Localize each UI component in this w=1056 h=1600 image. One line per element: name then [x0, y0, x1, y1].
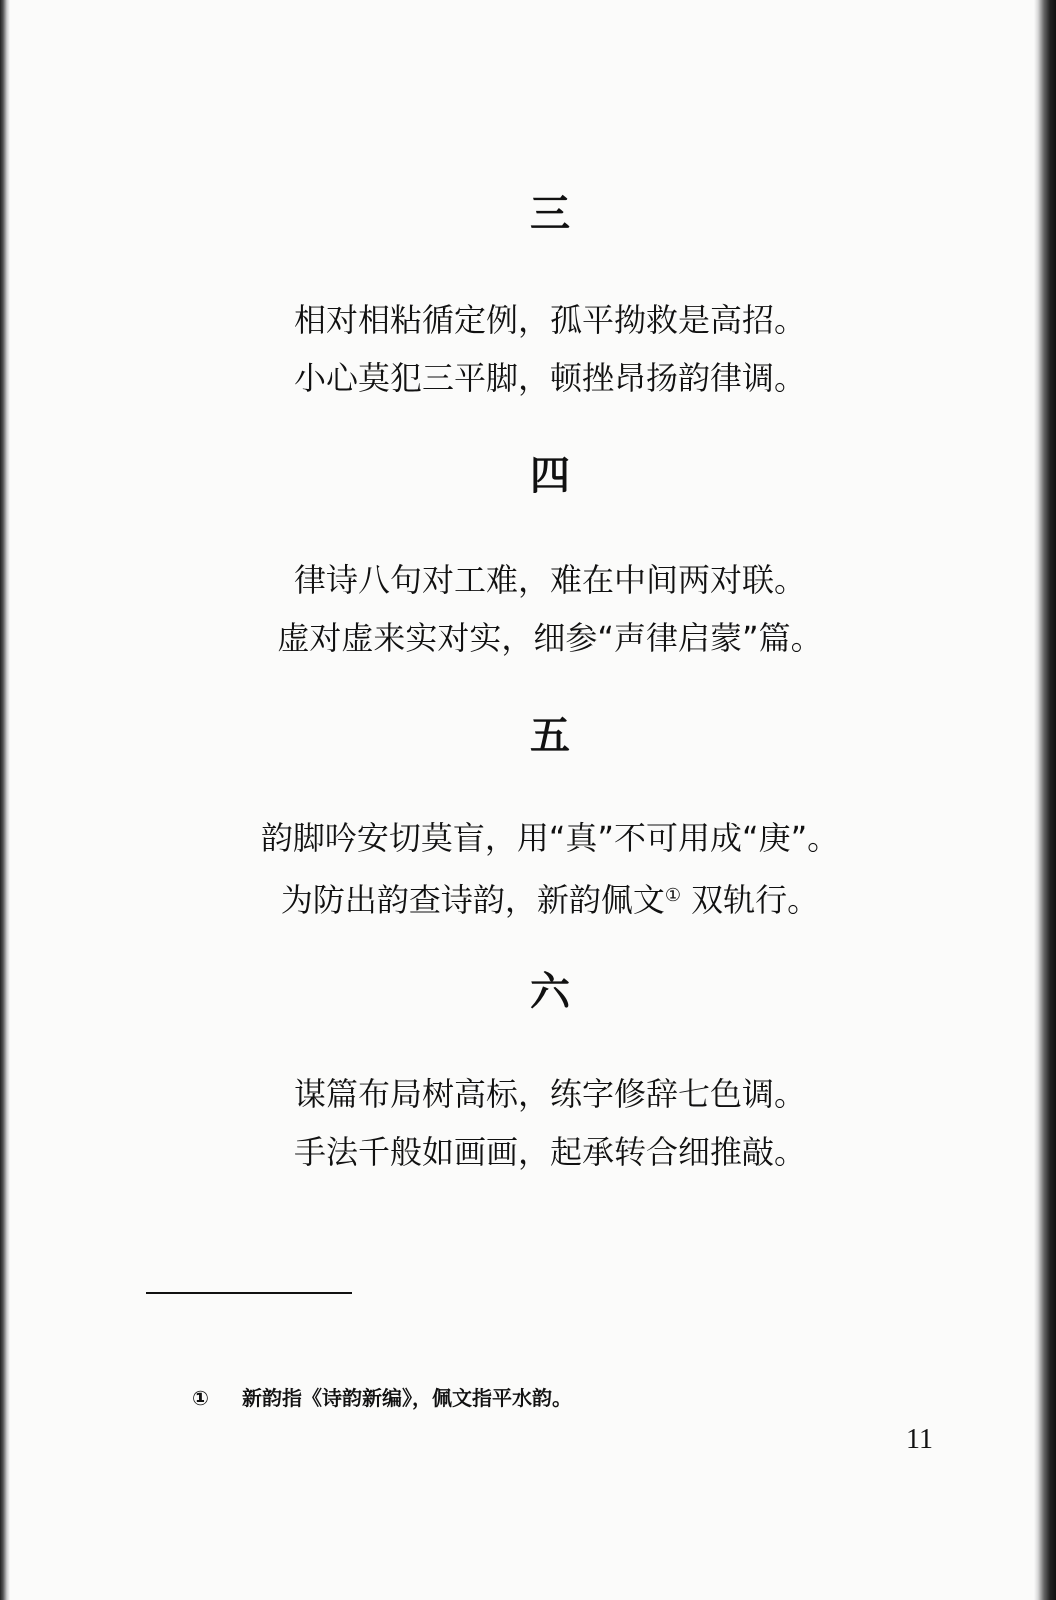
section-heading-3: 三 — [530, 191, 570, 237]
verse-line-5-2 — [0, 876, 1056, 920]
verse-line-5-1: 韵脚吟安切莫盲，用“真”不可用成“庚”。 — [260, 819, 840, 857]
verse-line-3-1: 相对相粘循定例，孤平拗救是高招。 — [293, 301, 806, 339]
section-heading-6: 六 — [530, 969, 570, 1015]
verse-line-4-1: 律诗八句对工难，难在中间两对联。 — [293, 561, 806, 599]
verse-line-5-2-text: 为防出韵查诗韵，新韵佩文 — [280, 881, 665, 919]
footnote-text: 新韵指《诗韵新编》，佩文指平水韵。 — [242, 1386, 572, 1410]
page-number: 11 — [906, 1424, 933, 1455]
footnote — [192, 1384, 572, 1412]
footnote-reference: ① — [664, 885, 681, 906]
verse-line-5-2-end: 双轨行。 — [680, 881, 820, 919]
section-heading-5: 五 — [530, 713, 570, 759]
footnote-mark: ① — [192, 1386, 209, 1410]
verse-line-4-2: 虚对虚来实对实，细参“声律启蒙”篇。 — [277, 619, 823, 657]
footnote-divider — [146, 1292, 352, 1294]
verse-line-6-1: 谋篇布局树高标，练字修辞七色调。 — [293, 1075, 806, 1113]
scan-edge-left — [0, 0, 10, 1600]
verse-line-6-2: 手法千般如画画，起承转合细推敲。 — [293, 1133, 806, 1171]
verse-line-3-2: 小心莫犯三平脚，顿挫昂扬韵律调。 — [293, 359, 806, 397]
scan-edge-right — [1034, 0, 1056, 1600]
section-heading-4: 四 — [530, 453, 570, 499]
